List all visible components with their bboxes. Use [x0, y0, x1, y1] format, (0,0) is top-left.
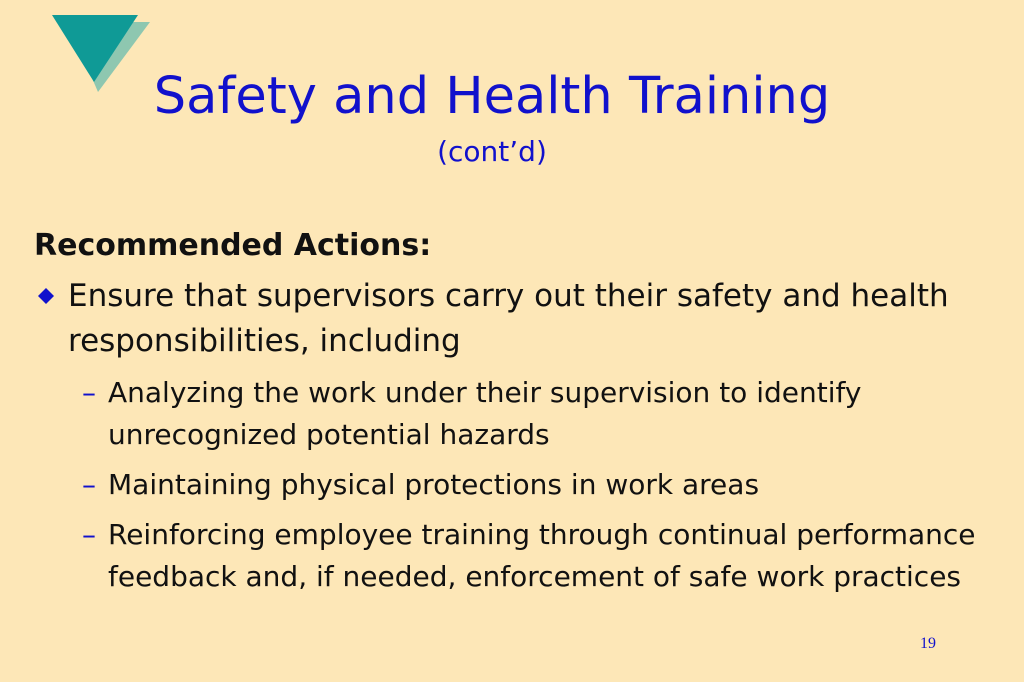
- subpoint-text: Reinforcing employee training through continual performance feedback and, if needed, enforcement of safe work practices: [108, 518, 976, 593]
- page-number: 19: [920, 635, 936, 652]
- dash-bullet: –: [82, 376, 96, 409]
- subpoint-text: Maintaining physical protections in work areas: [108, 468, 760, 501]
- diamond-bullet-icon: [38, 288, 54, 304]
- main-bullet: [34, 274, 994, 364]
- subpoint-item: [34, 514, 994, 598]
- main-bullet-text: Ensure that supervisors carry out their safety and health responsibilities, including: [68, 278, 949, 359]
- subpoint-text: Analyzing the work under their supervision to identify unrecognized potential hazards: [108, 376, 862, 451]
- recommended-actions-heading: Recommended Actions:: [34, 228, 432, 263]
- slide-subtitle: (cont’d): [437, 135, 547, 168]
- subpoint-item: [34, 372, 994, 456]
- slide-content: [34, 224, 994, 604]
- dash-bullet: –: [82, 518, 96, 551]
- dash-bullet: –: [82, 468, 96, 501]
- slide-title: Safety and Health Training: [153, 67, 831, 126]
- subpoint-item: [34, 464, 994, 506]
